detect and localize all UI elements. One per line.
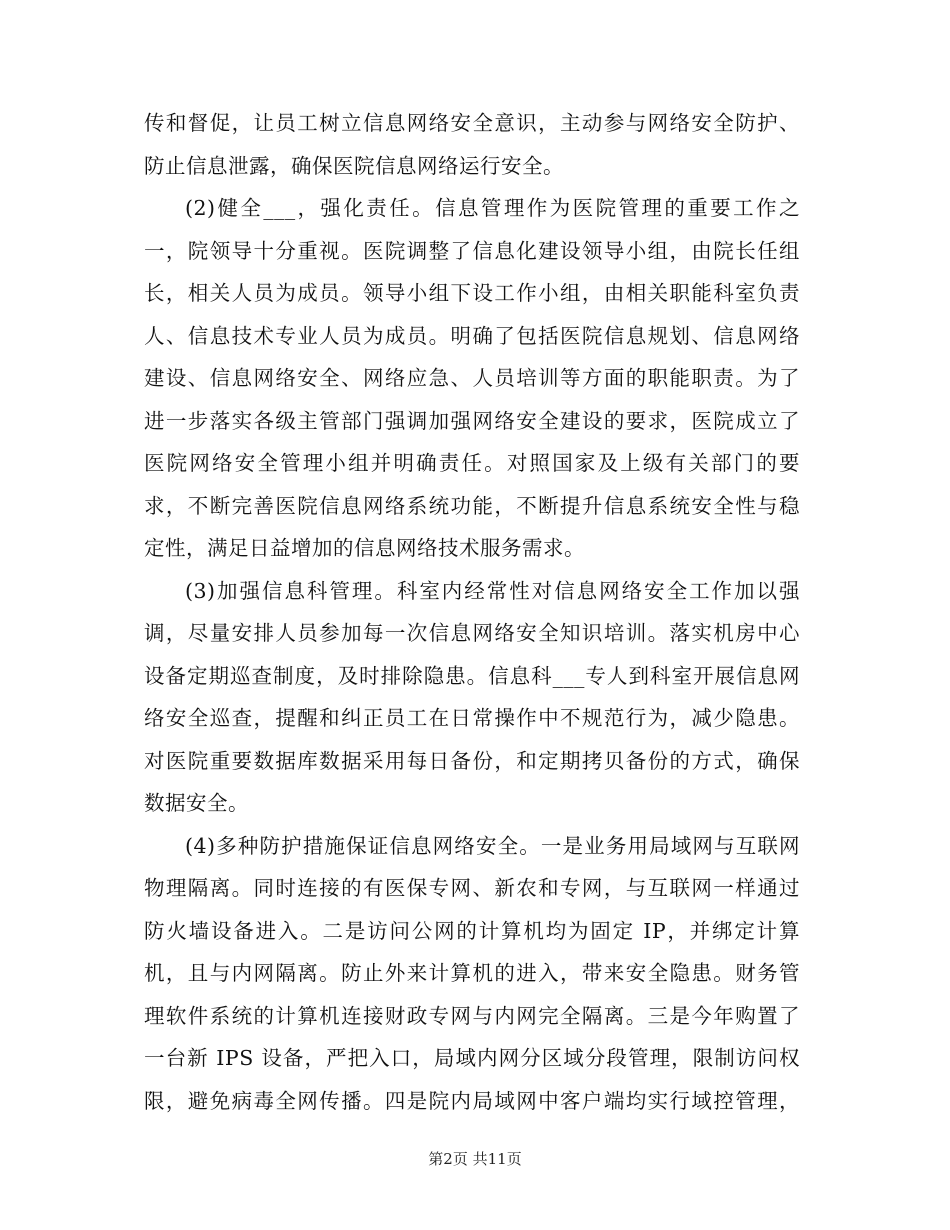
text-line: 防火墙设备进入。二是访问公网的计算机均为固定 IP，并绑定计算 — [144, 918, 800, 943]
text-line: 求，不断完善医院信息网络系统功能，不断提升信息系统安全性与稳 — [144, 493, 800, 518]
text-line: 长，相关人员为成员。领导小组下设工作小组，由相关职能科室负责 — [144, 281, 800, 305]
text-line: 设备定期巡查制度，及时排除隐患。信息科___专人到科室开展信息网 — [144, 663, 800, 688]
text-line: 传和督促，让员工树立信息网络安全意识，主动参与网络安全防护、 — [144, 111, 800, 135]
page-number: 第2页 共11页 — [428, 1150, 522, 1168]
text-line: 理软件系统的计算机连接财政专网与内网完全隔离。三是今年购置了 — [144, 1003, 800, 1028]
paragraph — [144, 570, 800, 825]
paragraph — [144, 825, 800, 1123]
text-line: 机，且与内网隔离。防止外来计算机的进入，带来安全隐患。财务管 — [144, 961, 800, 985]
paragraph — [144, 187, 800, 570]
text-line: 限，避免病毒全网传播。四是院内局域网中客户端均实行域控管理， — [144, 1088, 800, 1113]
text-line: (3)加强信息科管理。科室内经常性对信息网络安全工作加以强 — [185, 578, 800, 603]
text-line: 调，尽量安排人员参加每一次信息网络安全知识培训。落实机房中心 — [144, 621, 800, 645]
text-line: 医院网络安全管理小组并明确责任。对照国家及上级有关部门的要 — [144, 451, 800, 475]
text-line: 络安全巡查，提醒和纠正员工在日常操作中不规范行为，减少隐患。 — [144, 706, 800, 730]
text-line: 建设、信息网络安全、网络应急、人员培训等方面的职能职责。为了 — [144, 366, 800, 390]
text-line: 定性，满足日益增加的信息网络技术服务需求。 — [144, 536, 585, 560]
text-line: (4)多种防护措施保证信息网络安全。一是业务用局域网与互联网 — [185, 833, 800, 858]
text-line: 物理隔离。同时连接的有医保专网、新农和专网，与互联网一样通过 — [144, 876, 800, 900]
text-line: (2)健全___，强化责任。信息管理作为医院管理的重要工作之 — [185, 196, 800, 220]
text-line: 一台新 IPS 设备，严把入口，局域内网分区域分段管理，限制访问权 — [144, 1046, 800, 1070]
text-line: 数据安全。 — [144, 791, 249, 815]
text-line: 对医院重要数据库数据采用每日备份，和定期拷贝备份的方式，确保 — [144, 748, 800, 773]
text-line: 人、信息技术专业人员为成员。明确了包括医院信息规划、信息网络 — [144, 323, 800, 348]
paragraph — [144, 102, 800, 187]
text-line: 进一步落实各级主管部门强调加强网络安全建设的要求，医院成立了 — [144, 408, 800, 433]
text-line: 一，院领导十分重视。医院调整了信息化建设领导小组，由院长任组 — [144, 238, 800, 263]
document-body — [144, 102, 800, 1122]
text-line: 防止信息泄露，确保医院信息网络运行安全。 — [144, 153, 564, 178]
